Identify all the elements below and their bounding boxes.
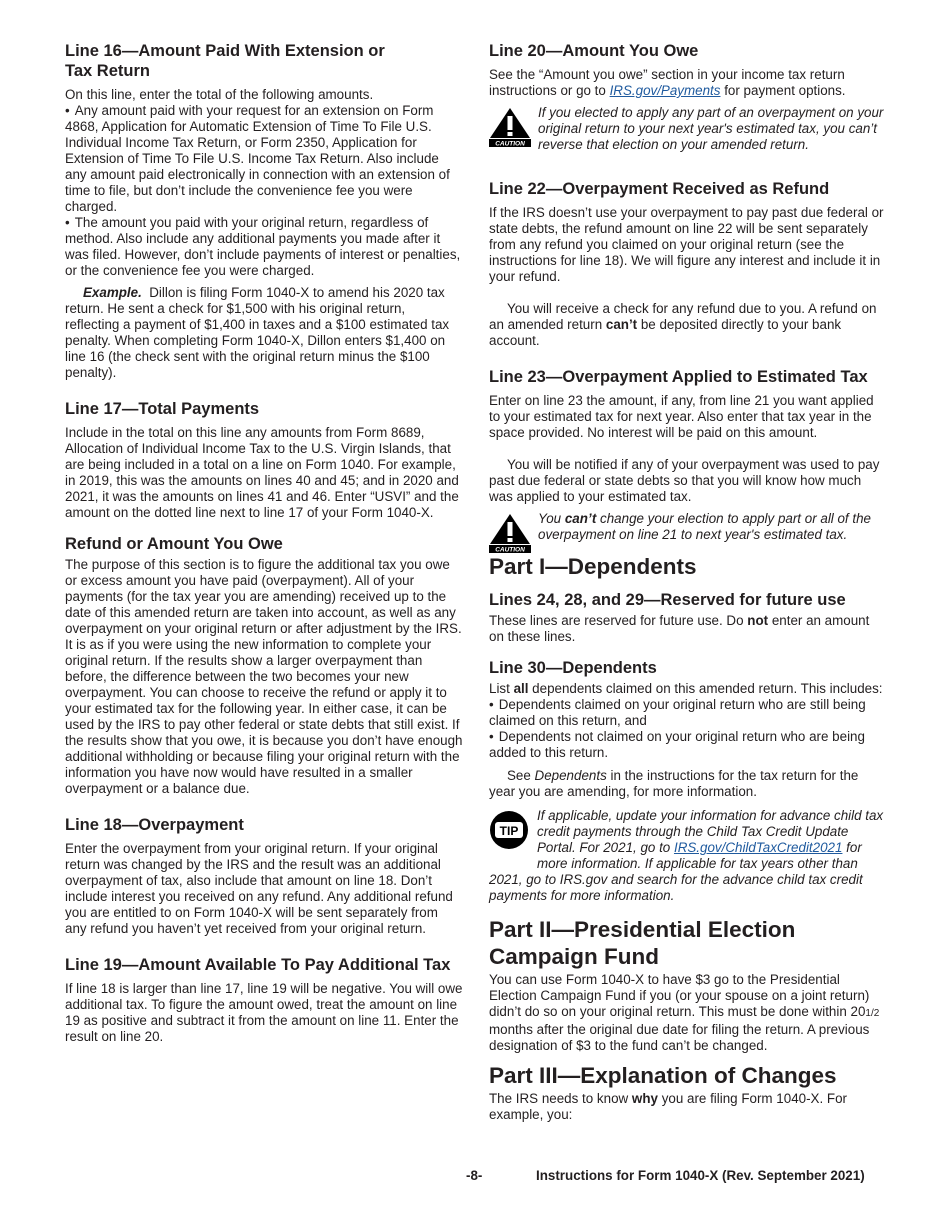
line16-intro: On this line, enter the total of the following amounts. <box>65 87 374 102</box>
tip-text-before: If applicable, update your information for advance child tax credit payments through the Child Tax Credit Update Portal. For 2021, go to <box>537 808 884 855</box>
line30-bullet-2: • Dependents not claimed on your original return who are being added to this return. <box>489 729 887 761</box>
line23-caution-before: You <box>538 511 565 526</box>
tip-text-after: for more information. If applicable for tax years other than 2021, go to IRS.gov and search for the advance child tax credit payments for more information. <box>489 840 863 903</box>
line23-caution-text <box>538 511 887 543</box>
line16-heading: Line 16—Amount Paid With Extension or Tax Return <box>65 42 385 80</box>
line20-text-before: See the “Amount you owe” section in your income tax return instructions or go to <box>489 67 845 98</box>
refund-heading: Refund or Amount You Owe <box>65 535 283 553</box>
line22-heading: Line 22—Overpayment Received as Refund <box>489 180 830 198</box>
lines24-text-after: enter an amount on these lines. <box>489 613 870 644</box>
footer-title: Instructions for Form 1040-X (Rev. September 2021) <box>536 1168 865 1183</box>
example-text: Dillon is filing Form 1040-X to amend his 2020 tax return. He sent a check for $1,500 with his original return, reflecting a payment of $1,400 in taxes and a $100 estimated tax penalty. When completing Form 1040-X, Dillon enters $1,400 on line 16 (the check sent with the original return minus the $100 penalty). <box>65 285 450 380</box>
line30-heading: Line 30—Dependents <box>489 659 657 677</box>
line22-text: If the IRS doesn’t use your overpayment to pay past due federal or state debts, the refund amount on line 22 will be sent separately from any refund you claimed on your original return (see the instructions for line 18). We will figure any interest and include it in your refund. <box>489 205 884 284</box>
part3-text <box>489 1091 887 1123</box>
line20-text-after: for payment options. <box>720 83 846 98</box>
part1-heading: Part I—Dependents <box>489 554 697 579</box>
child-tax-credit-link[interactable]: IRS.gov/ChildTaxCredit2021 <box>673 840 843 855</box>
caution-icon-label: CAUTION <box>495 140 525 147</box>
line18-text: Enter the overpayment from your original return. If your original return was changed by the IRS and the result was an additional overpayment of tax, also include that amount on line 18. Don’t include interest you received on any refund. Any additional refund you are entitled to on Form 1040-X will be sent separately from any refund you haven’t yet received from your original return. <box>65 841 453 936</box>
line19-text: If line 18 is larger than line 17, line 19 will be negative. You will owe additional tax. To figure the amount owed, treat the amount on line 19 as positive and subtract it from the amount on line 11. Enter the result on line 20. <box>65 981 463 1044</box>
line23-caution-bold: can’t <box>564 511 597 526</box>
line30-see-text <box>489 768 887 800</box>
refund-text: The purpose of this section is to figure the additional tax you owe or excess amount you have paid (overpayment). All of your payments (for the tax year you are amending) received up to the date of this amended return are taken into account, as well as any overpayment on your original return or after adjustment by the IRS. It is as if you were using the new information to complete your original return. If the results show a larger overpayment than before, the difference between the two becomes your new overpayment. You can choose to receive the refund or apply it to your estimated tax for the following year. In either case, it can be used by the IRS to pay other federal or state debts that still exist. If the results show that you owe, it is because you don’t have enough additional withholding or because filing your original return with the information you have now would have resulted in a smaller overpayment or a balance due. <box>65 557 463 796</box>
part2-fraction: 1/2 <box>865 1008 880 1019</box>
lines24-heading: Lines 24, 28, and 29—Reserved for future use <box>489 591 846 609</box>
tip-icon-label: TIP <box>499 824 519 838</box>
line30-text <box>489 681 887 697</box>
caution-icon <box>489 107 531 152</box>
caution-icon <box>489 513 531 558</box>
line30-text-before: List <box>489 681 514 696</box>
line22-text2-bold: can’t <box>605 317 638 332</box>
line30-text-after: dependents claimed on this amended return. This includes: <box>528 681 883 696</box>
line30-text-bold: all <box>513 681 529 696</box>
line20-text <box>489 67 887 99</box>
part2-text-after: months after the original due date for filing the return. A previous designation of $3 to the fund can’t be changed. <box>489 1022 870 1053</box>
line18-heading: Line 18—Overpayment <box>65 816 244 834</box>
right-column <box>489 41 887 1123</box>
line17-text: Include in the total on this line any amounts from Form 8689, Allocation of Individual Income Tax to the U.S. Virgin Islands, that are being included in a total on a line on Form 1040. For example, in 2019, this was the amounts on lines 40 and 45; and in 2020 and 2021, it was the amounts on lines 41 and 46. Enter “USVI” and the amount on the dotted line next to line 17 of your Form 1040-X. <box>65 425 459 520</box>
tip-icon <box>489 810 529 855</box>
line23-heading: Line 23—Overpayment Applied to Estimated Tax <box>489 368 868 386</box>
part3-text-bold: why <box>631 1091 658 1106</box>
line22-text-2 <box>489 301 887 349</box>
line19-heading: Line 19—Amount Available To Pay Additional Tax <box>65 956 451 974</box>
line20-caution-note <box>489 105 887 153</box>
line16-bullet-1: • Any amount paid with your request for an extension on Form 4868, Application for Automatic Extension of Time To File U.S. Individual Income Tax Return, or Form 2350, Application for Extension of Time To File U.S. Income Tax Return. Also include any amount paid electronically in connection with an extension of time to file, but don’t include the convenience fee you were charged. <box>65 103 463 215</box>
line23-caution-after: change your election to apply part or all of the overpayment on line 21 to next year's estimated tax. <box>538 511 871 542</box>
line22-text2-before: You will receive a check for any refund due to you. A refund on an amended return <box>489 301 877 332</box>
line22-text2-after: be deposited directly to your bank account. <box>489 317 842 348</box>
tip-text <box>489 808 887 904</box>
line23-caution-note <box>489 511 887 553</box>
part3-text-after: you are filing Form 1040-X. For example, you: <box>489 1091 848 1122</box>
lines24-text-before: These lines are reserved for future use. Do <box>489 613 748 628</box>
part3-heading: Part III—Explanation of Changes <box>489 1063 837 1088</box>
left-column <box>65 41 463 1045</box>
line30-see-italic: Dependents <box>534 768 607 783</box>
line20-caution-text: If you elected to apply any part of an overpayment on your original return to your next year's estimated tax, you can’t reverse that election on your amended return. <box>538 105 884 152</box>
caution-icon-label: CAUTION <box>495 546 525 553</box>
lines24-text <box>489 613 887 645</box>
line30-see-before: See <box>507 768 535 783</box>
tip-note <box>489 808 887 904</box>
part3-text-before: The IRS needs to know <box>489 1091 632 1106</box>
line30-bullet-1: • Dependents claimed on your original return who are still being claimed on this return, and <box>489 697 887 729</box>
part2-heading: Part II—Presidential Election Campaign Fund <box>489 917 796 969</box>
line16-bullet-2: • The amount you paid with your original return, regardless of method. Also include any additional payments you made after it was filed. However, don’t include payments of interest or penalties, or the convenience fee you were charged. <box>65 215 463 279</box>
irs-payments-link[interactable]: IRS.gov/Payments <box>609 83 721 98</box>
line30-see-after: in the instructions for the tax return for the year you are amending, for more information. <box>489 768 859 799</box>
part2-text <box>489 972 887 1054</box>
lines24-text-bold: not <box>747 613 769 628</box>
line17-heading: Line 17—Total Payments <box>65 400 260 418</box>
page-number: -8- <box>466 1168 483 1183</box>
line23-text-2: You will be notified if any of your overpayment was used to pay past due federal or state debts so that you will know how much was applied to your estimated tax. <box>489 457 880 504</box>
line16-example <box>65 285 463 381</box>
part2-text-before: You can use Form 1040-X to have $3 go to the Presidential Election Campaign Fund if you (or your spouse on a joint return) didn’t do so on your original return. This must be done within 20 <box>489 972 870 1019</box>
example-label: Example. <box>83 285 142 300</box>
line20-heading: Line 20—Amount You Owe <box>489 42 699 60</box>
line23-text: Enter on line 23 the amount, if any, from line 21 you want applied to your estimated tax for next year. Also enter that tax year in the space provided. No interest will be paid on this amount. <box>489 393 874 440</box>
